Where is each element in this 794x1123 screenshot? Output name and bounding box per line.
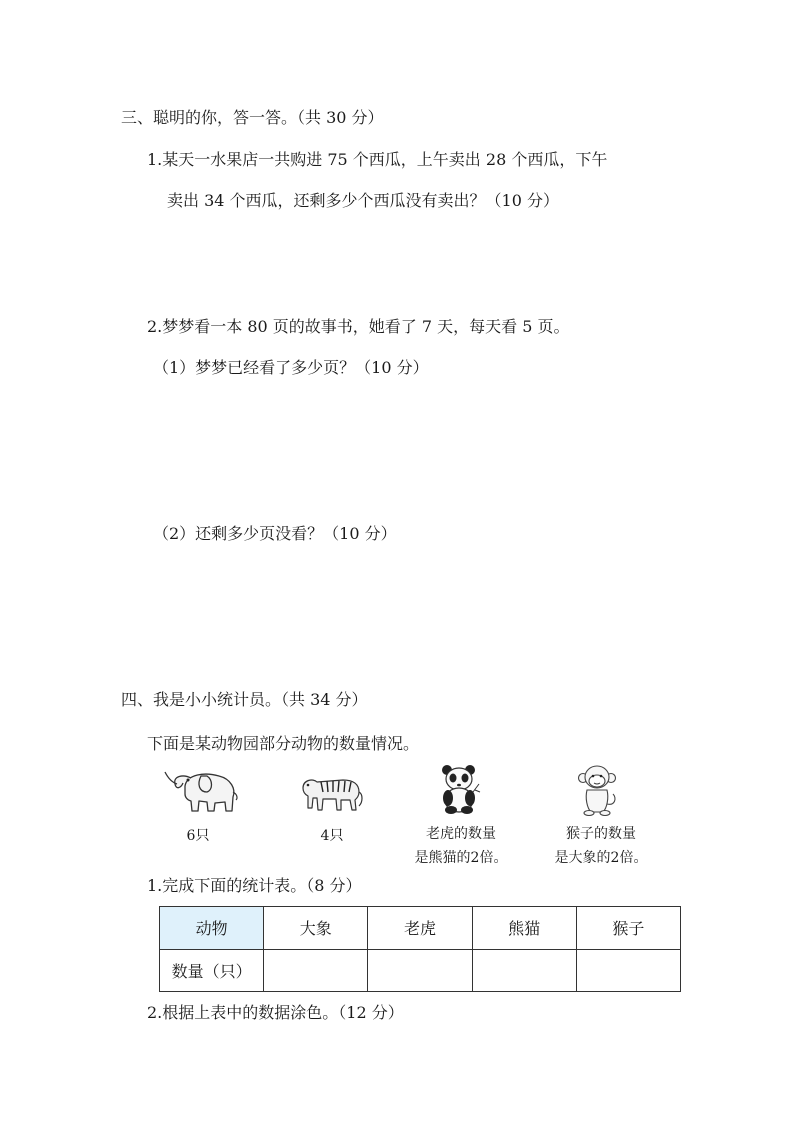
question-2: 2.梦梦看一本 80 页的故事书，她看了 7 天，每天看 5 页。 [147,317,570,336]
panda-icon [437,762,481,814]
table-header-cell: 老虎 [368,907,472,950]
panda-count-caption: 老虎的数量 是熊猫的2倍。 [414,826,508,866]
table-row [160,949,681,992]
section4-question-1: 1.完成下面的统计表。（8 分） [147,876,362,895]
answer-cell-panda[interactable] [472,949,576,992]
table-header-cell: 猴子 [576,907,680,950]
question-2-part-1: （1）梦梦已经看了多少页？（10 分） [153,358,429,377]
section4-title: 四、我是小小统计员。（共 34 分） [121,690,368,709]
table-header-row [160,907,681,950]
table-header-cell: 大象 [264,907,368,950]
section3-title: 三、聪明的你，答一答。（共 30 分） [121,108,384,127]
table-row-label: 数量（只） [160,949,264,992]
answer-cell-tiger[interactable] [368,949,472,992]
monkey-icon [575,764,619,816]
monkey-count-caption: 猴子的数量 是大象的2倍。 [554,826,648,866]
question-1-line-1: 1.某天一水果店一共购进 75 个西瓜，上午卖出 28 个西瓜，下午 [147,150,608,169]
tiger-count-caption: 4只 [320,828,344,844]
tiger-icon [297,770,365,814]
table-header-cell: 动物 [160,907,264,950]
elephant-icon [163,764,241,816]
section4-intro: 下面是某动物园部分动物的数量情况。 [147,734,420,753]
answer-cell-monkey[interactable] [576,949,680,992]
question-2-part-2: （2）还剩多少页没看？（10 分） [153,524,397,543]
question-1-line-2: 卖出 34 个西瓜，还剩多少个西瓜没有卖出？（10 分） [167,191,559,210]
statistics-table [159,906,681,992]
elephant-count-caption: 6只 [186,828,210,844]
table-header-cell: 熊猫 [472,907,576,950]
section4-question-2: 2.根据上表中的数据涂色。（12 分） [147,1003,404,1022]
answer-cell-elephant[interactable] [264,949,368,992]
